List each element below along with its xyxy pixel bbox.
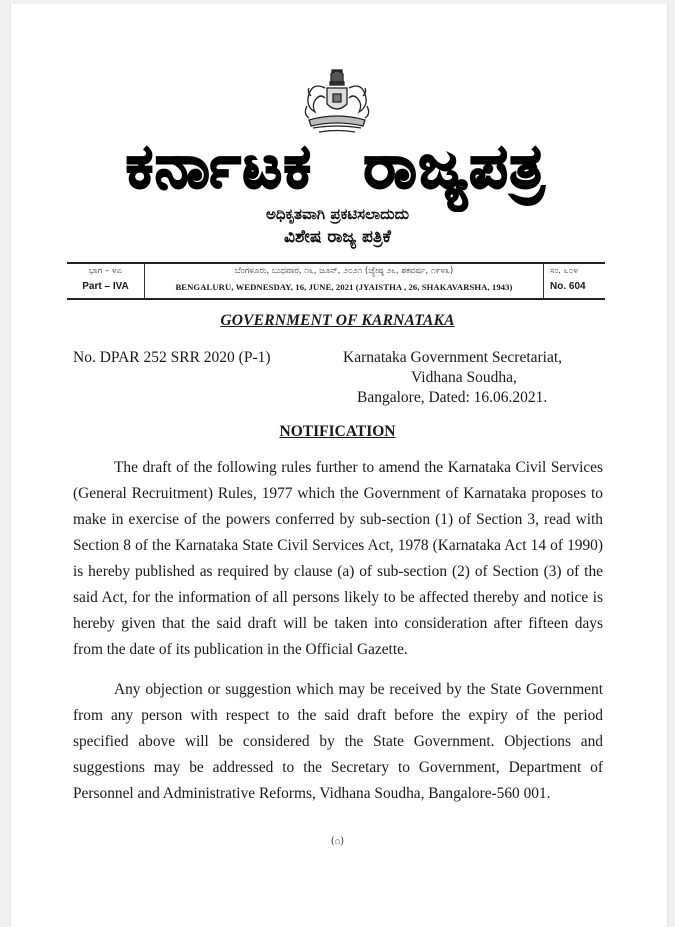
- masthead-word-karnataka: ಕರ್ನಾಟಕ: [125, 132, 313, 202]
- notification-title: NOTIFICATION: [279, 423, 396, 440]
- address-line-3: Bangalore, Dated: 16.06.2021.: [357, 389, 548, 406]
- notification-paragraph-2: Any objection or suggestion which may be received by the State Government from any person with respect to the said draft before the expiry of the period specified above will be considered by the State Government. Objections and suggestions may be addressed to the Secretary to Government, Department of Personnel and Administrative Reforms, Vidhana Soudha, Bangalore-560 001.: [73, 681, 603, 802]
- masthead-subtitle-special-gazette: ವಿಶೇಷ ರಾಜ್ಯ ಪತ್ರಿಕೆ: [284, 227, 391, 247]
- date-line: BENGALURU, WEDNESDAY, 16, JUNE, 2021 (JYAISTHA , 26, SHAKAVARSHA, 1943): [175, 282, 513, 292]
- part-label: Part – IVA: [82, 281, 129, 292]
- reference-number: No. DPAR 252 SRR 2020 (P-1): [73, 349, 271, 366]
- notification-paragraph-1: The draft of the following rules further to amend the Karnataka Civil Services (General Recruitment) Rules, 1977 which the Government of Karnataka proposes to make in exercise of the powers conferred by sub-section (1) of Section 3, read with Section 8 of the Karnataka State Civil Services Act, 1978 (Karnataka Act 14 of 1990) is hereby published as required by clause (a) of sub-section (2) of Section (3) of the said Act, for the information of all persons likely to be affected thereby and notice is hereby given that the said draft will be taken into consideration after fifteen days from the date of its publication in the Official Gazette.: [73, 459, 603, 658]
- page-number: (೧): [330, 836, 345, 847]
- issue-number-kannada: ಸಂ. ೬೦೪: [550, 266, 578, 276]
- government-heading: GOVERNMENT OF KARNATAKA: [220, 312, 455, 329]
- gazette-masthead-title: [60, 122, 612, 212]
- address-line-2: Vidhana Soudha,: [411, 369, 517, 386]
- date-cell: [145, 264, 544, 298]
- masthead-word-rajyapatra: ರಾಜ್ಯಪತ್ರ: [363, 132, 546, 202]
- masthead-subtitle-official: ಅಧಿಕೃತವಾಗಿ ಪ್ರಕಟಿಸಲಾದುದು: [265, 205, 410, 223]
- part-label-kannada: ಭಾಗ – ೪ಎ: [88, 266, 123, 276]
- issue-number: No. 604: [550, 281, 586, 292]
- part-cell: [67, 264, 145, 298]
- issue-number-cell: [544, 264, 605, 298]
- address-line-1: Karnataka Government Secretariat,: [343, 349, 563, 366]
- date-line-kannada: ಬೆಂಗಳೂರು, ಬುಧವಾರ, ೧೬, ಜೂನ್, ೨೦೨೧ (ಜ್ಯೇಷ್ಠ ೨೬, ಶಕವರ್ಷ, ೧೯೪೩): [234, 266, 454, 276]
- gazette-header-table: [67, 262, 605, 300]
